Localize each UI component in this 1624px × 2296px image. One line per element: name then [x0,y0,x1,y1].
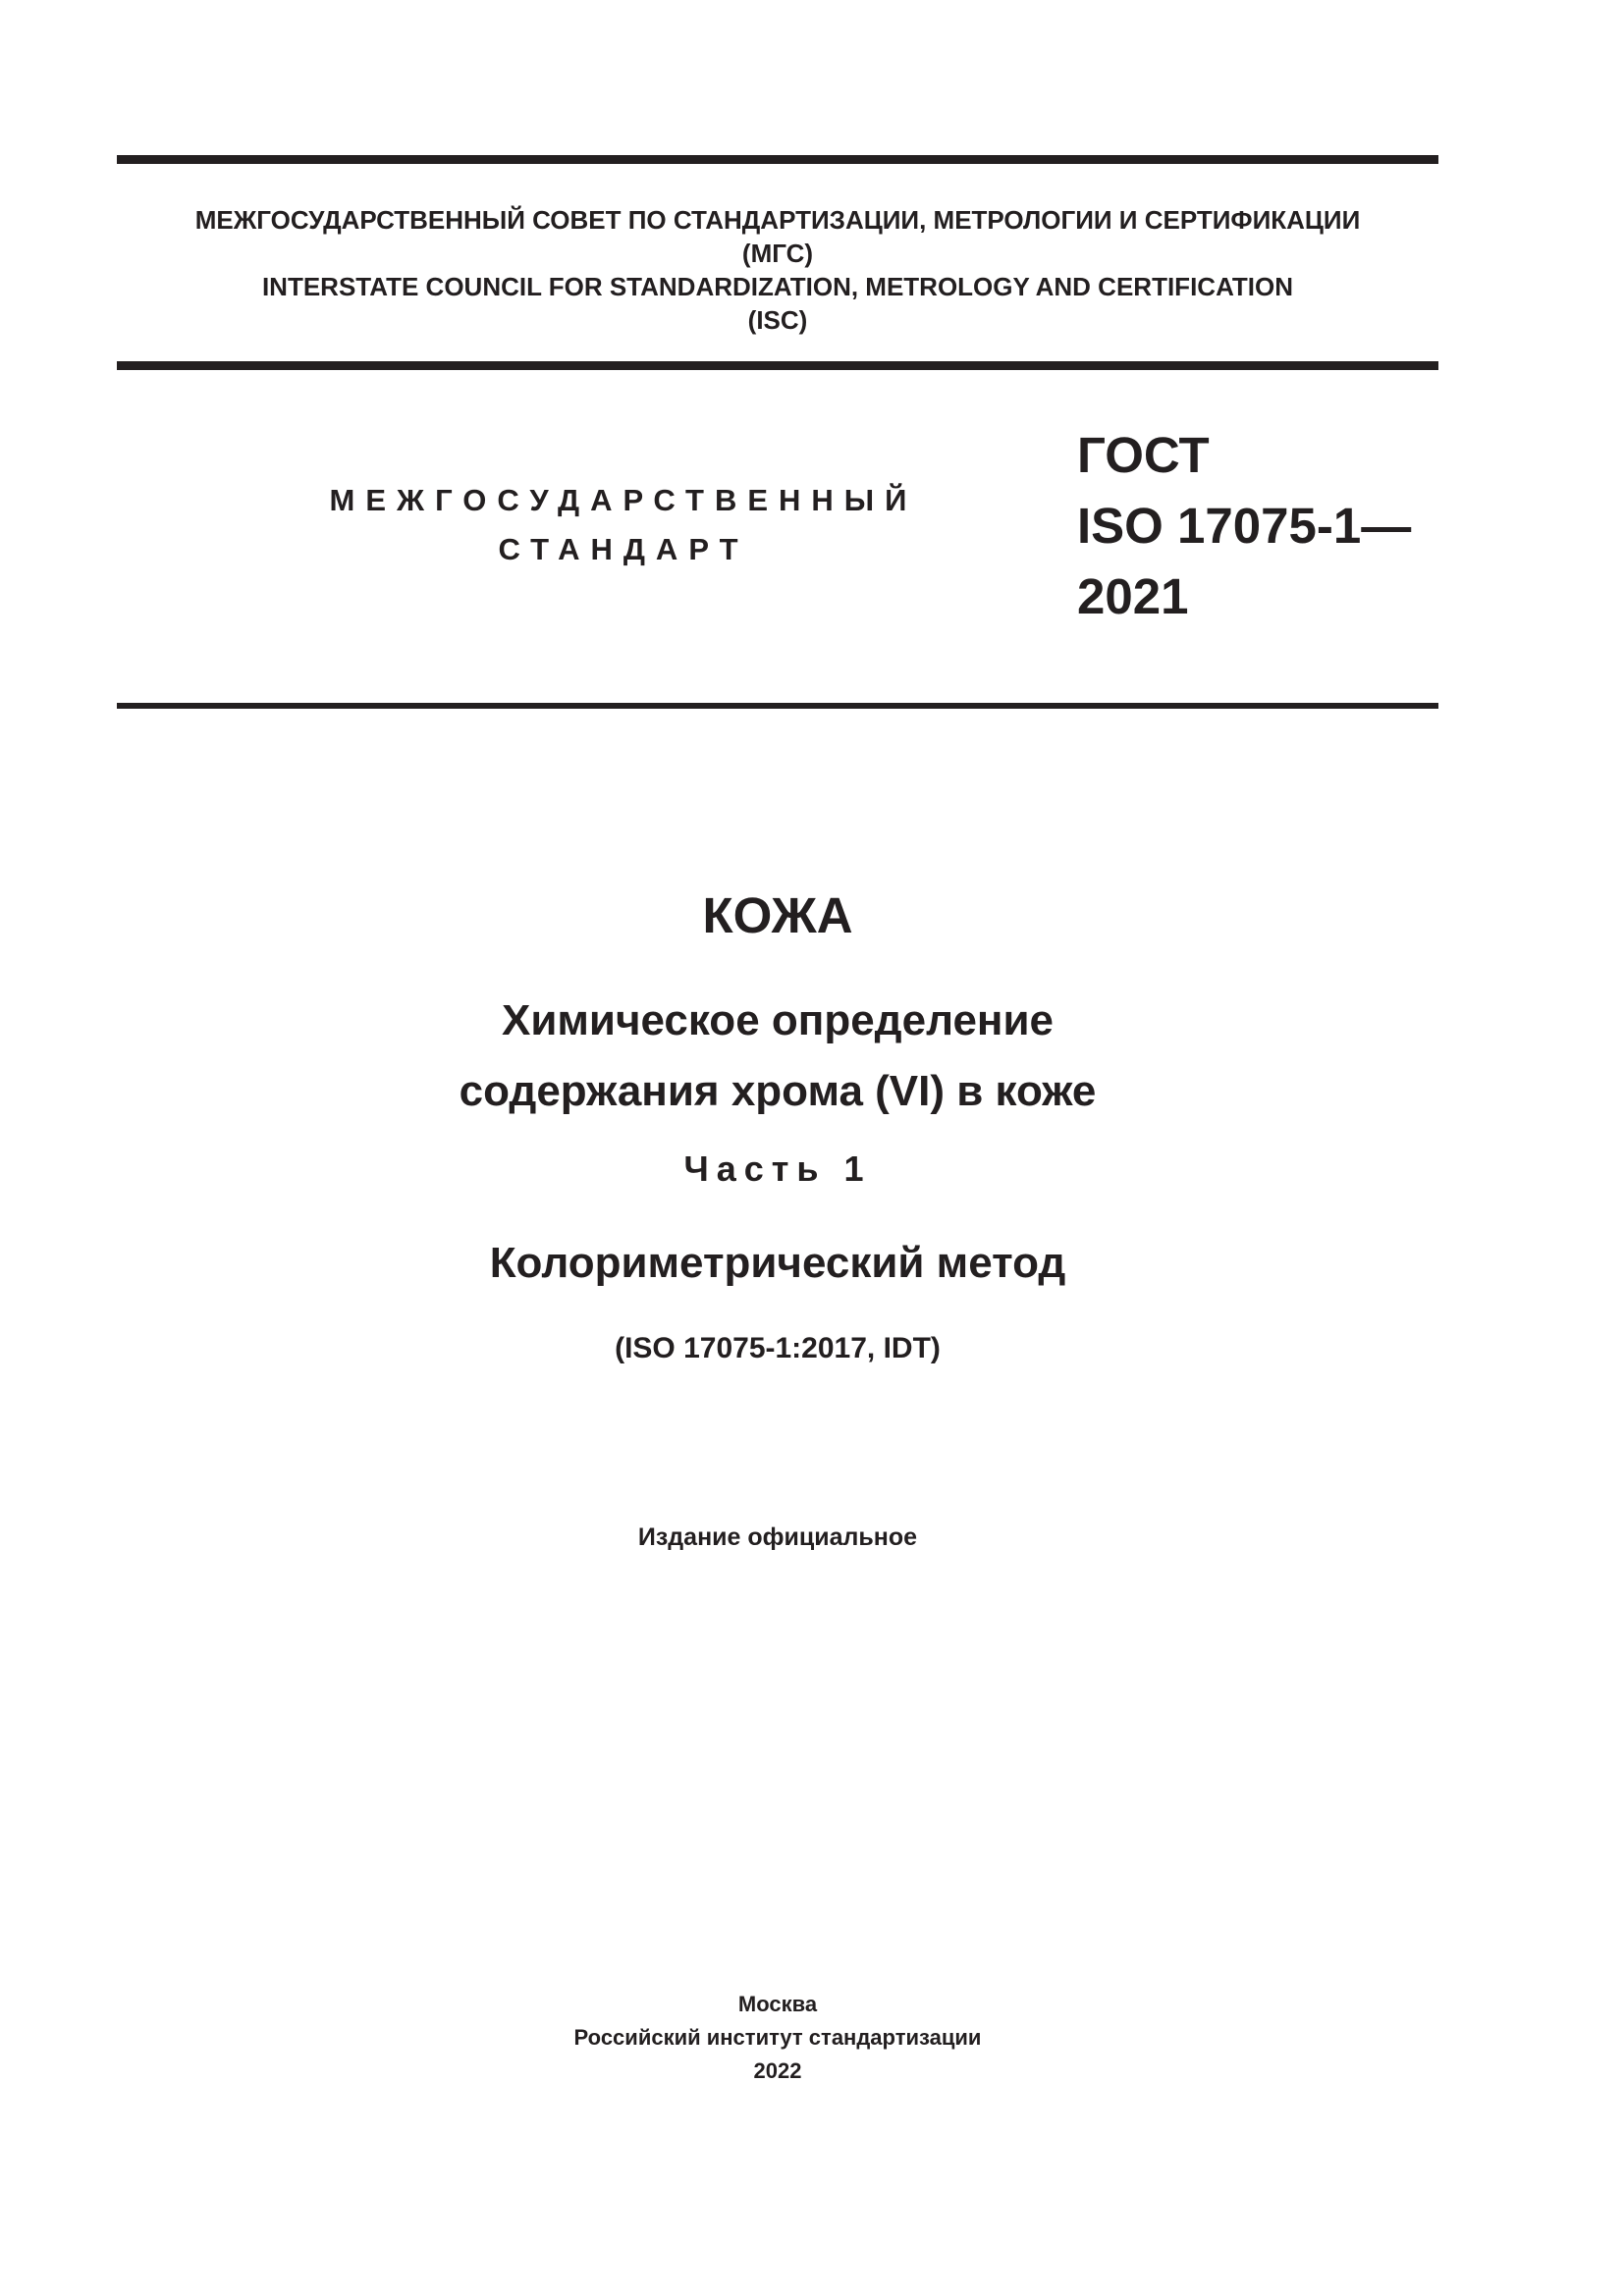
council-name-ru: МЕЖГОСУДАРСТВЕННЫЙ СОВЕТ ПО СТАНДАРТИЗАЦИИ, МЕТРОЛОГИИ И СЕРТИФИКАЦИИ [194,205,1361,235]
standard-type-line1: МЕЖГОСУДАРСТВЕННЫЙ [329,483,918,517]
council-abbr-ru: (МГС) [741,239,814,268]
imprint-city: Москва [737,1992,818,2016]
designation-bottom-rule [117,703,1438,709]
edition-note: Издание официальное [637,1523,918,1551]
document-title: КОЖА [702,887,853,943]
council-abbr-en: (ISC) [747,305,808,335]
standard-year: 2021 [1077,568,1189,624]
standard-designation [1077,420,1411,632]
imprint [117,1988,1438,2088]
imprint-year: 2022 [753,2058,802,2083]
council-header [117,203,1438,337]
top-rule [117,155,1438,164]
part-label: Часть 1 [683,1148,872,1189]
header-bottom-rule [117,361,1438,370]
imprint-publisher: Российский институт стандартизации [573,2025,982,2050]
standard-number: ISO 17075-1— [1077,498,1412,554]
iso-reference: (ISO 17075-1:2017, IDT) [615,1332,941,1364]
council-name-en: INTERSTATE COUNCIL FOR STANDARDIZATION, METROLOGY AND CERTIFICATION [261,272,1294,301]
standard-type-label [275,476,972,574]
method-title: Колориметрический метод [489,1239,1066,1287]
subtitle-line1: Химическое определение [501,996,1055,1044]
gost-label: ГОСТ [1077,427,1210,483]
subtitle-line2: содержания хрома (VI) в коже [459,1067,1097,1115]
standard-type-line2: СТАНДАРТ [498,532,749,566]
document-subtitle [117,986,1438,1127]
